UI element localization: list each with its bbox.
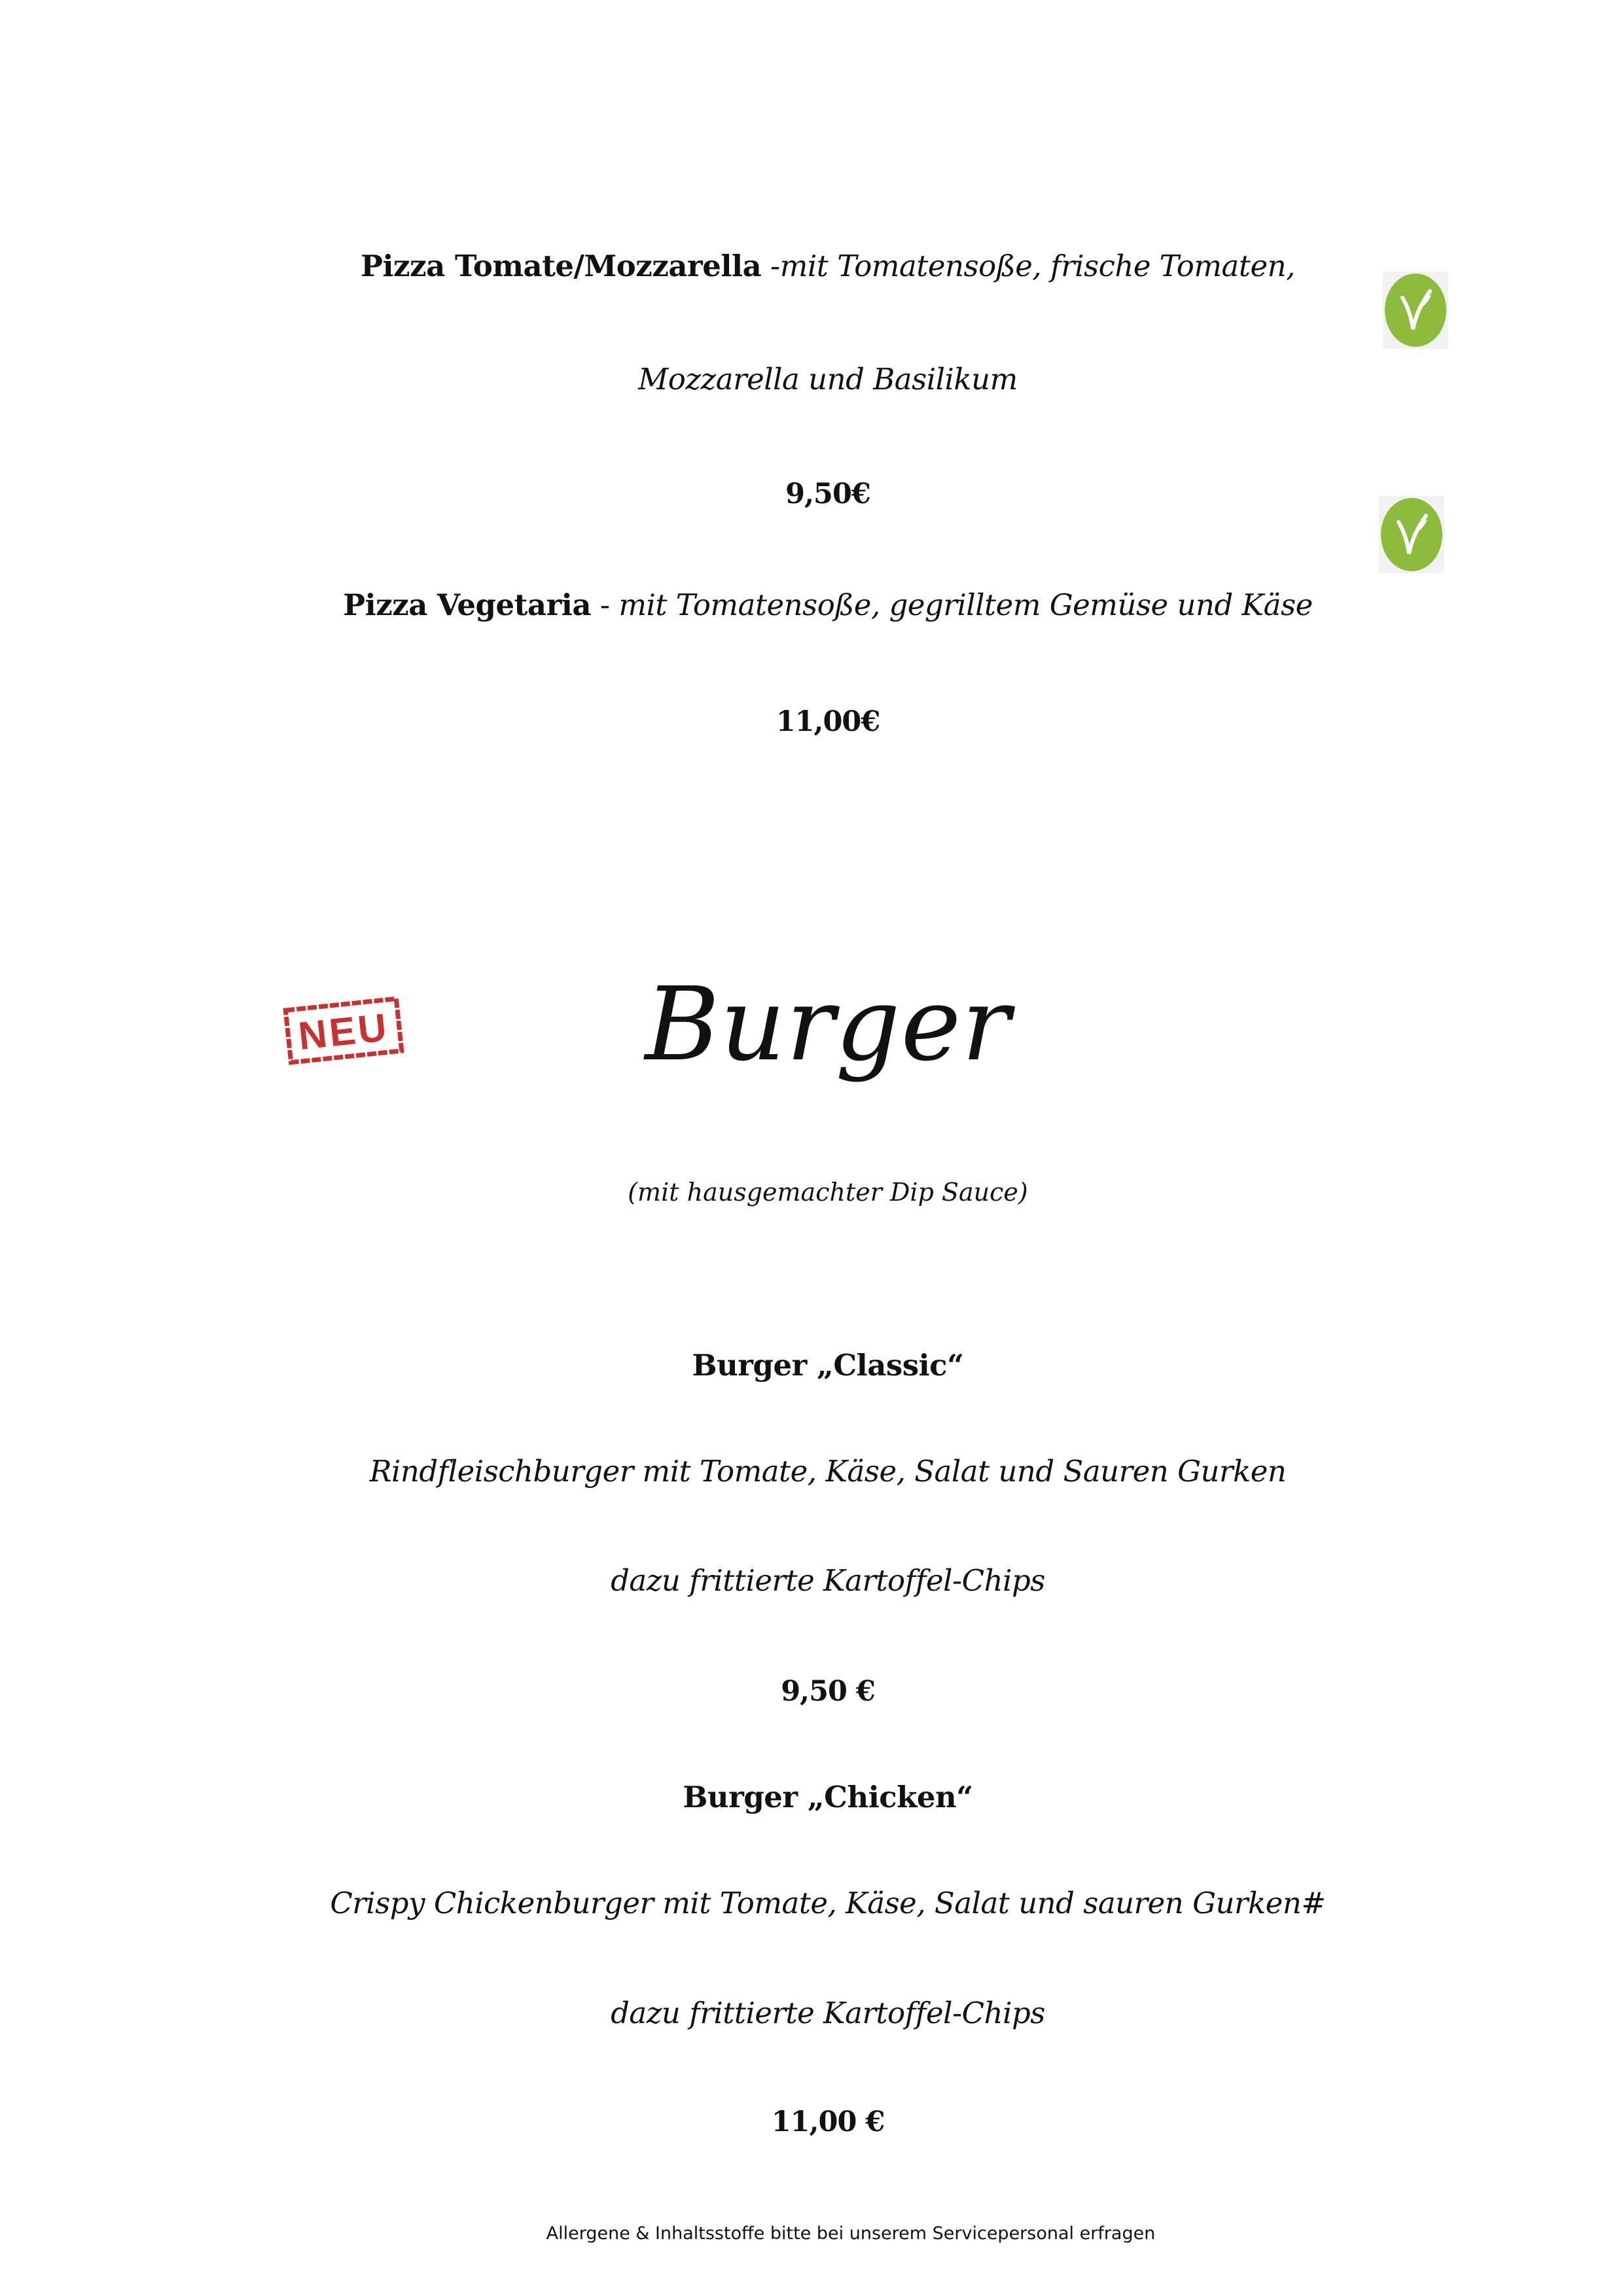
allergen-note: Allergene & Inhaltsstoffe bitte bei unserem Servicepersonal erfragen: [546, 2223, 1156, 2244]
vegetarian-leaf-icon: [1379, 496, 1444, 573]
burger-chicken-title: Burger „Chicken“: [683, 1780, 973, 1814]
section-subtitle: (mit hausgemachter Dip Sauce): [628, 1178, 1028, 1207]
pizza-vegetaria-desc: - mit Tomatensoße, gegrilltem Gemüse und Käse: [591, 588, 1313, 622]
burger-classic-name: [0, 1348, 1623, 1383]
pizza-tomate-name: Pizza Tomate/Mozzarella: [361, 249, 762, 283]
vegetarian-leaf-icon: [1383, 272, 1448, 349]
burger-chicken-price: 11,00 €: [771, 2106, 885, 2138]
burger-classic-title: Burger „Classic“: [692, 1348, 964, 1383]
burger-classic-desc-1: Rindfleischburger mit Tomate, Käse, Salat und Sauren Gurken: [369, 1454, 1287, 1489]
pizza-tomate-line1: [0, 249, 1623, 283]
section-title-burger: Burger: [645, 965, 1011, 1084]
pizza-tomate-price: 9,50€: [785, 478, 870, 510]
pizza-vegetaria-price: 11,00€: [776, 705, 880, 738]
pizza-vegetaria-line: [0, 588, 1623, 622]
burger-classic-desc-2: dazu frittierte Kartoffel-Chips: [611, 1563, 1045, 1598]
pizza-tomate-desc-1: -mit Tomatensoße, frische Tomaten,: [761, 249, 1295, 283]
burger-chicken-name: [0, 1780, 1623, 1814]
burger-chicken-desc-1: Crispy Chickenburger mit Tomate, Käse, Salat und sauren Gurken#: [330, 1886, 1326, 1920]
neu-stamp-text: NEU: [296, 1004, 391, 1059]
burger-chicken-desc-2: dazu frittierte Kartoffel-Chips: [611, 1996, 1045, 2030]
pizza-vegetaria-name: Pizza Vegetaria: [343, 588, 592, 622]
burger-classic-price: 9,50 €: [781, 1675, 875, 1708]
pizza-tomate-desc-2: Mozzarella und Basilikum: [638, 362, 1018, 397]
